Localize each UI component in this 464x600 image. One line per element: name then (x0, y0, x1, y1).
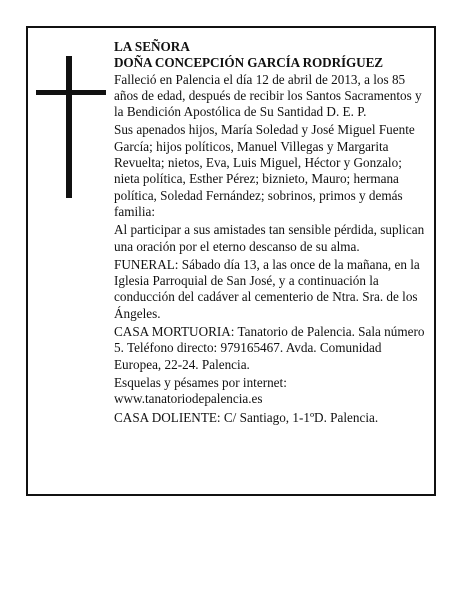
obituary-text (114, 39, 426, 428)
family-list: Sus apenados hijos, María Soledad y José Miguel Fuente García; hijos políticos, Manuel Villegas y Margarita Revuelta; nietos, Eva, Luis Miguel, Héctor y Gonzalo; nieta política, Esther Pérez; biznieto, Mauro; hermana política, Soledad Fernández; sobrinos, primos y demás familia: (114, 122, 415, 219)
prayer-request: Al participar a sus amistades tan sensible pérdida, suplican una oración por el eterno descanso de su alma. (114, 222, 425, 254)
cross-vertical-bar (66, 56, 72, 198)
funeral-details: FUNERAL: Sábado día 13, a las once de la mañana, en la Iglesia Parroquial de San José, y a continuación la conducción del cadáver al cementerio de Ntra. Sra. de los Ángeles. (114, 256, 420, 321)
deceased-title: LA SEÑORA (114, 39, 190, 54)
deceased-name: DOÑA CONCEPCIÓN GARCÍA RODRÍGUEZ (114, 55, 383, 71)
funeral-home-details: CASA MORTUORIA: Tanatorio de Palencia. Sala número 5. Teléfono directo: 979165467. Avda. Comunidad Europea, 22-24. Palencia. (114, 324, 425, 372)
cross-horizontal-bar (36, 90, 106, 95)
family-home-address: CASA DOLIENTE: C/ Santiago, 1-1ºD. Palencia. (114, 409, 379, 425)
online-condolences: Esquelas y pésames por internet: www.tanatoriodepalencia.es (114, 374, 287, 407)
cross-icon (36, 56, 106, 198)
death-announcement: Falleció en Palencia el día 12 de abril de 2013, a los 85 años de edad, después de recibir los Santos Sacramentos y la Bendición Apostólica de Su Santidad D. E. P. (114, 71, 422, 120)
